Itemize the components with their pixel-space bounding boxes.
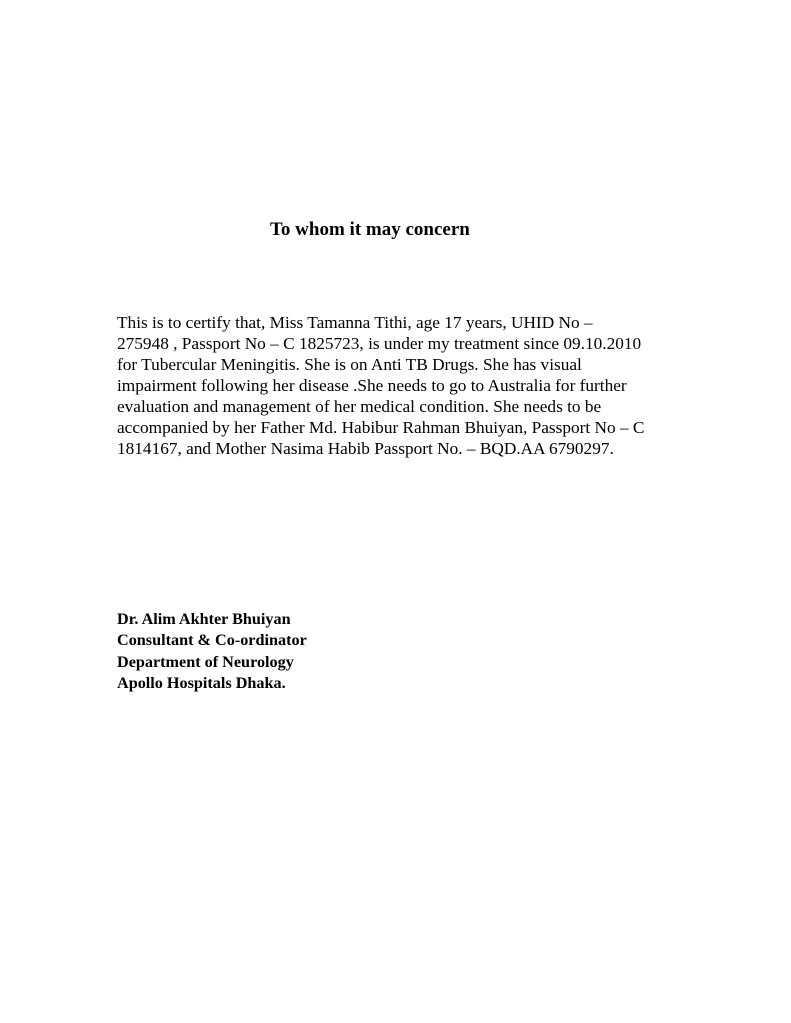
certificate-body [117,312,697,459]
body-line: 1814167, and Mother Nasima Habib Passport No. – BQD.AA 6790297. [117,439,614,458]
signature-block [117,609,307,694]
document-heading: To whom it may concern [270,219,470,240]
body-line: for Tubercular Meningitis. She is on Anti TB Drugs. She has visual [117,355,582,374]
body-line: evaluation and management of her medical condition. She needs to be [117,397,602,416]
signatory-hospital: Apollo Hospitals Dhaka. [117,673,286,692]
signatory-title: Consultant & Co-ordinator [117,631,307,650]
signatory-name: Dr. Alim Akhter Bhuiyan [117,610,291,628]
body-line: 275948 , Passport No – C 1825723, is under my treatment since 09.10.2010 [117,334,642,353]
signatory-department: Department of Neurology [117,652,294,671]
body-line: accompanied by her Father Md. Habibur Rahman Bhuiyan, Passport No – C [117,418,645,437]
body-line: This is to certify that, Miss Tamanna Tithi, age 17 years, UHID No – [117,313,593,332]
body-line: impairment following her disease .She needs to go to Australia for further [117,376,627,395]
